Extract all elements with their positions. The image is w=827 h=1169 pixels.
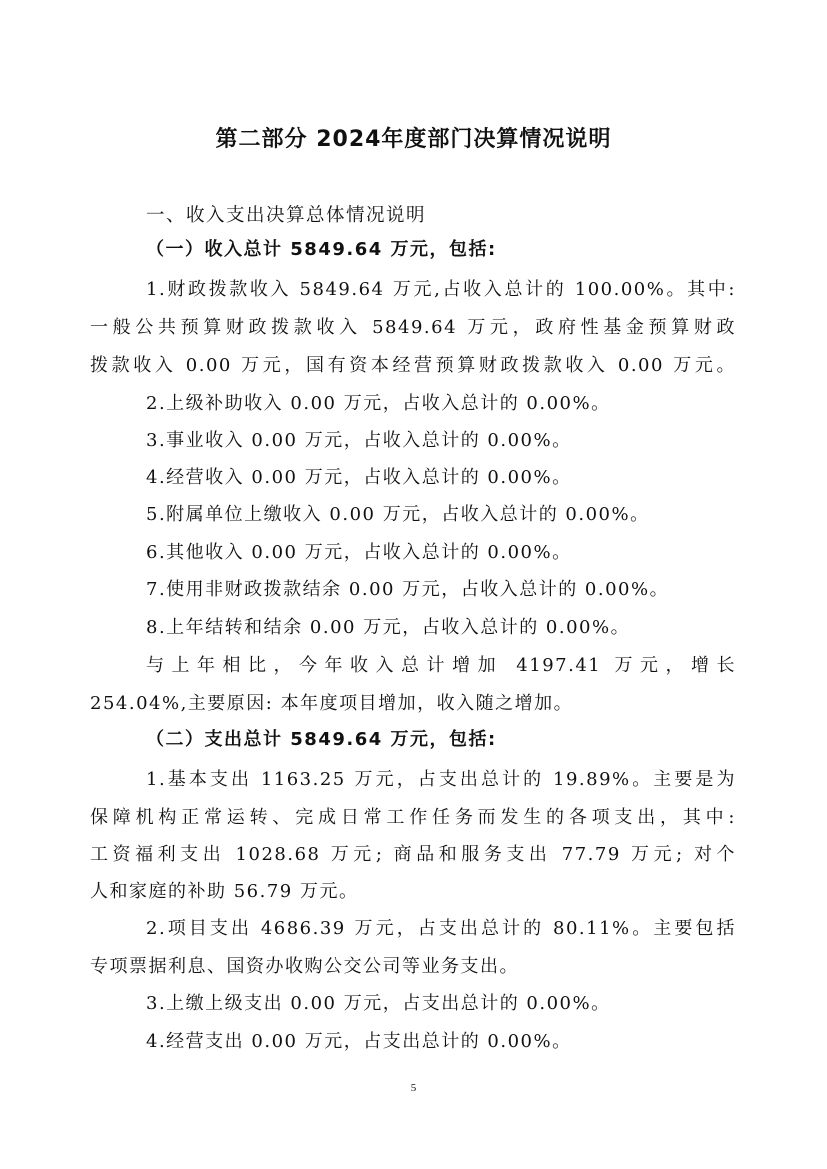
paragraph-line: 拨款收入 0.00 万元，国有资本经营预算财政拨款收入 0.00 万元。: [90, 355, 736, 376]
paragraph-line: 6.其他收入 0.00 万元，占收入总计的 0.00%。: [146, 542, 572, 563]
paragraph-line: 4.经营收入 0.00 万元，占收入总计的 0.00%。: [146, 467, 572, 488]
paragraph-line: 3.事业收入 0.00 万元，占收入总计的 0.00%。: [146, 430, 572, 451]
paragraph-line: 1.基本支出 1163.25 万元，占支出总计的 19.89%。主要是为: [146, 769, 736, 790]
paragraph-line: 7.使用非财政拨款结余 0.00 万元，占收入总计的 0.00%。: [146, 579, 670, 600]
subsection-heading-income: （一）收入总计 5849.64 万元，包括:: [146, 239, 497, 260]
paragraph-line: 人和家庭的补助 56.79 万元。: [90, 881, 359, 902]
paragraph-line: 保障机构正常运转、完成日常工作任务而发生的各项支出，其中:: [90, 807, 736, 828]
section-heading-overview: 一、收入支出决算总体情况说明: [146, 205, 427, 226]
subsection-heading-expenditure: （二）支出总计 5849.64 万元，包括:: [146, 729, 497, 750]
paragraph-line: 2.项目支出 4686.39 万元，占支出总计的 80.11%。主要包括: [146, 918, 736, 939]
page-title: 第二部分 2024年度部门决算情况说明: [215, 127, 612, 152]
paragraph-line: 与上年相比，今年收入总计增加 4197.41 万元，增长: [146, 655, 736, 676]
paragraph-line: 3.上缴上级支出 0.00 万元，占支出总计的 0.00%。: [146, 993, 611, 1014]
paragraph-line: 254.04%,主要原因: 本年度项目增加，收入随之增加。: [90, 693, 574, 714]
paragraph-line: 工资福利支出 1028.68 万元; 商品和服务支出 77.79 万元; 对个: [90, 844, 736, 865]
paragraph-line: 一般公共预算财政拨款收入 5849.64 万元，政府性基金预算财政: [90, 317, 736, 338]
paragraph-line: 2.上级补助收入 0.00 万元，占收入总计的 0.00%。: [146, 393, 611, 414]
paragraph-line: 1.财政拨款收入 5849.64 万元,占收入总计的 100.00%。其中:: [146, 279, 736, 300]
paragraph-line: 5.附属单位上缴收入 0.00 万元，占收入总计的 0.00%。: [146, 504, 650, 525]
paragraph-line: 4.经营支出 0.00 万元，占支出总计的 0.00%。: [146, 1031, 572, 1052]
paragraph-line: 8.上年结转和结余 0.00 万元，占收入总计的 0.00%。: [146, 617, 631, 638]
page-number: 5: [410, 1082, 417, 1094]
paragraph-line: 专项票据利息、国资办收购公交公司等业务支出。: [90, 956, 519, 977]
